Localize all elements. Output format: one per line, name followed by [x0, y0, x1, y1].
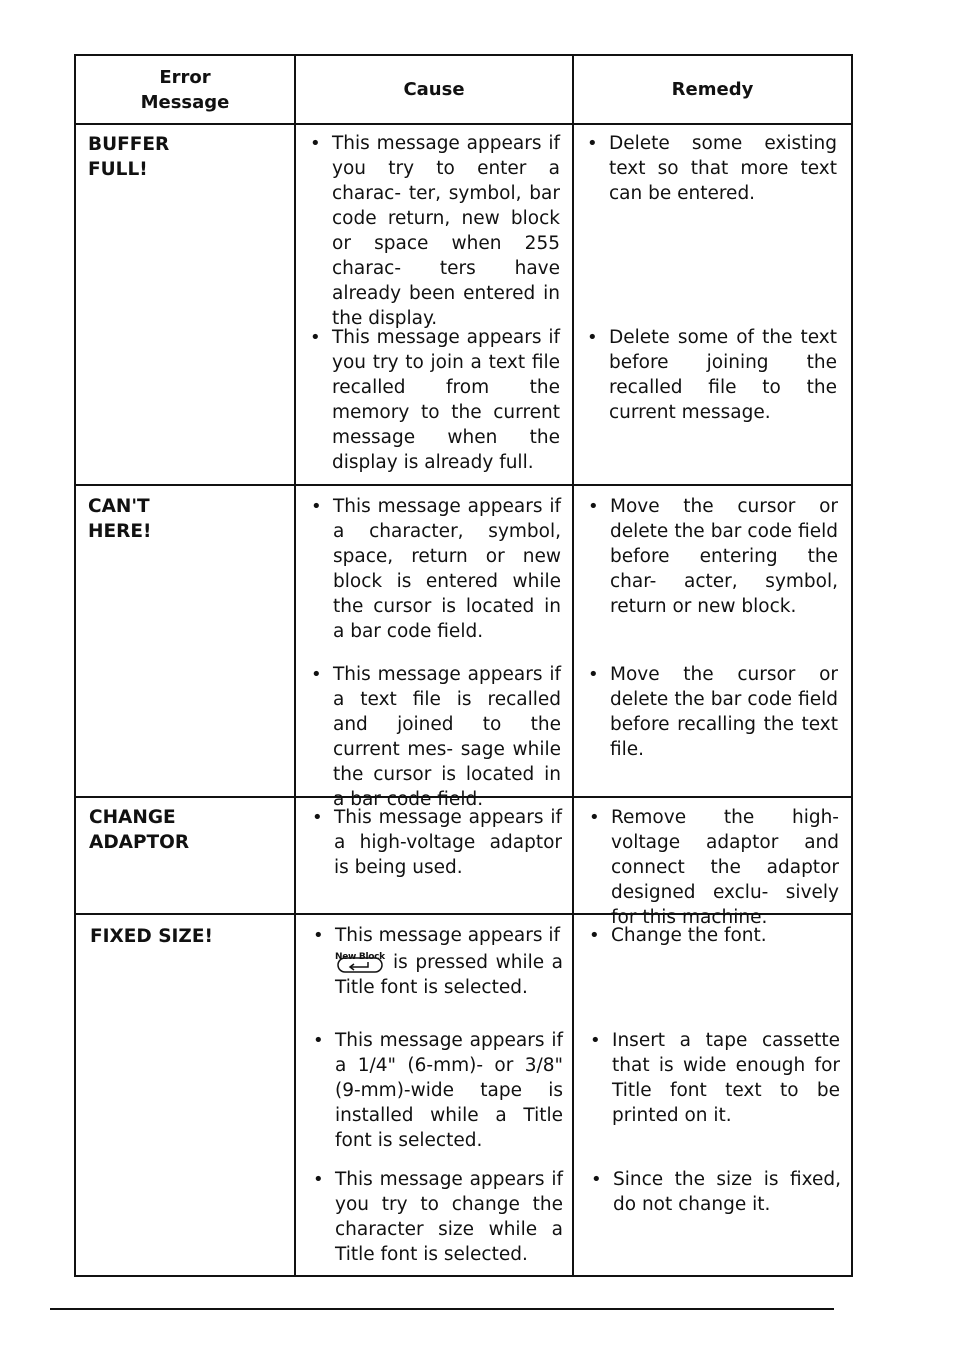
bullet-icon: •	[311, 496, 322, 517]
row-divider	[74, 484, 853, 486]
footer-rule	[50, 1308, 834, 1310]
cause-text: • This message appears if a high-voltage adaptor is being used.	[312, 807, 562, 878]
column-divider	[294, 54, 296, 1277]
cause-text: • This message appears if a text file is recalled and joined to the current mes- sage while the cursor is located in a bar code field.	[311, 664, 561, 810]
bullet-icon: •	[589, 807, 600, 828]
bullet-icon: •	[587, 327, 598, 348]
remedy-text: • Change the font.	[589, 925, 767, 946]
bullet-icon: •	[312, 807, 323, 828]
cause-text: • This message appears if you try to enter a charac- ter, symbol, bar code return, new block or space when 255 charac- ters have already been entered in the display.	[310, 133, 560, 329]
remedy-text: • Since the size is fixed, do not change it.	[591, 1169, 841, 1215]
error-message-change-adaptor: CHANGE ADAPTOR	[89, 807, 190, 853]
new-block-key-label: New Block	[335, 952, 385, 962]
bullet-icon: •	[310, 327, 321, 348]
header-cause: Cause	[403, 79, 465, 100]
cause-text: • This message appears if a 1/4" (6-mm)- or 3/8" (9-mm)-wide tape is installed while a Title font is selected.	[313, 1030, 563, 1151]
bullet-icon: •	[591, 1169, 602, 1190]
bullet-icon: •	[590, 1030, 601, 1051]
remedy-text: • Delete some existing text so that more text can be entered.	[587, 133, 837, 204]
error-message-buffer-full: BUFFER FULL!	[88, 134, 170, 180]
new-block-key-icon	[335, 948, 387, 974]
bullet-icon: •	[588, 664, 599, 685]
bullet-icon: •	[313, 1030, 324, 1051]
remedy-text: • Delete some of the text before joining the recalled file to the current message.	[587, 327, 837, 423]
bullet-icon: •	[313, 925, 324, 946]
error-message-cant-here: CAN'T HERE!	[88, 496, 152, 542]
bullet-icon: •	[589, 925, 600, 946]
bullet-icon: •	[313, 1169, 324, 1190]
header-remedy: Remedy	[671, 79, 754, 100]
bullet-icon: •	[311, 664, 322, 685]
cause-text: • This message appears if New Block is pressed while a Title font is selected.	[313, 925, 563, 998]
header-error-message: Error Message	[140, 66, 230, 113]
remedy-text: • Move the cursor or delete the bar code field before recalling the text file.	[588, 664, 838, 760]
cause-text: • This message appears if you try to change the character size while a Title font is selected.	[313, 1169, 563, 1265]
remedy-text: • Move the cursor or delete the bar code field before entering the char- acter, symbol, return or new block.	[588, 496, 838, 617]
error-message-fixed-size: FIXED SIZE!	[90, 926, 213, 947]
bullet-icon: •	[588, 496, 599, 517]
remedy-text: • Remove the high-voltage adaptor and connect the adaptor designed exclu- sively for this machine.	[589, 807, 839, 928]
cause-text: • This message appears if you try to join a text file recalled from the memory to the current message when the display is already full.	[310, 327, 560, 473]
bullet-icon: •	[587, 133, 598, 154]
row-divider	[74, 123, 853, 125]
column-divider	[572, 54, 574, 1277]
bullet-icon: •	[310, 133, 321, 154]
remedy-text: • Insert a tape cassette that is wide enough for Title font text to be printed on it.	[590, 1030, 840, 1126]
cause-text: • This message appears if a character, symbol, space, return or new block is entered while the cursor is located in a bar code field.	[311, 496, 561, 642]
